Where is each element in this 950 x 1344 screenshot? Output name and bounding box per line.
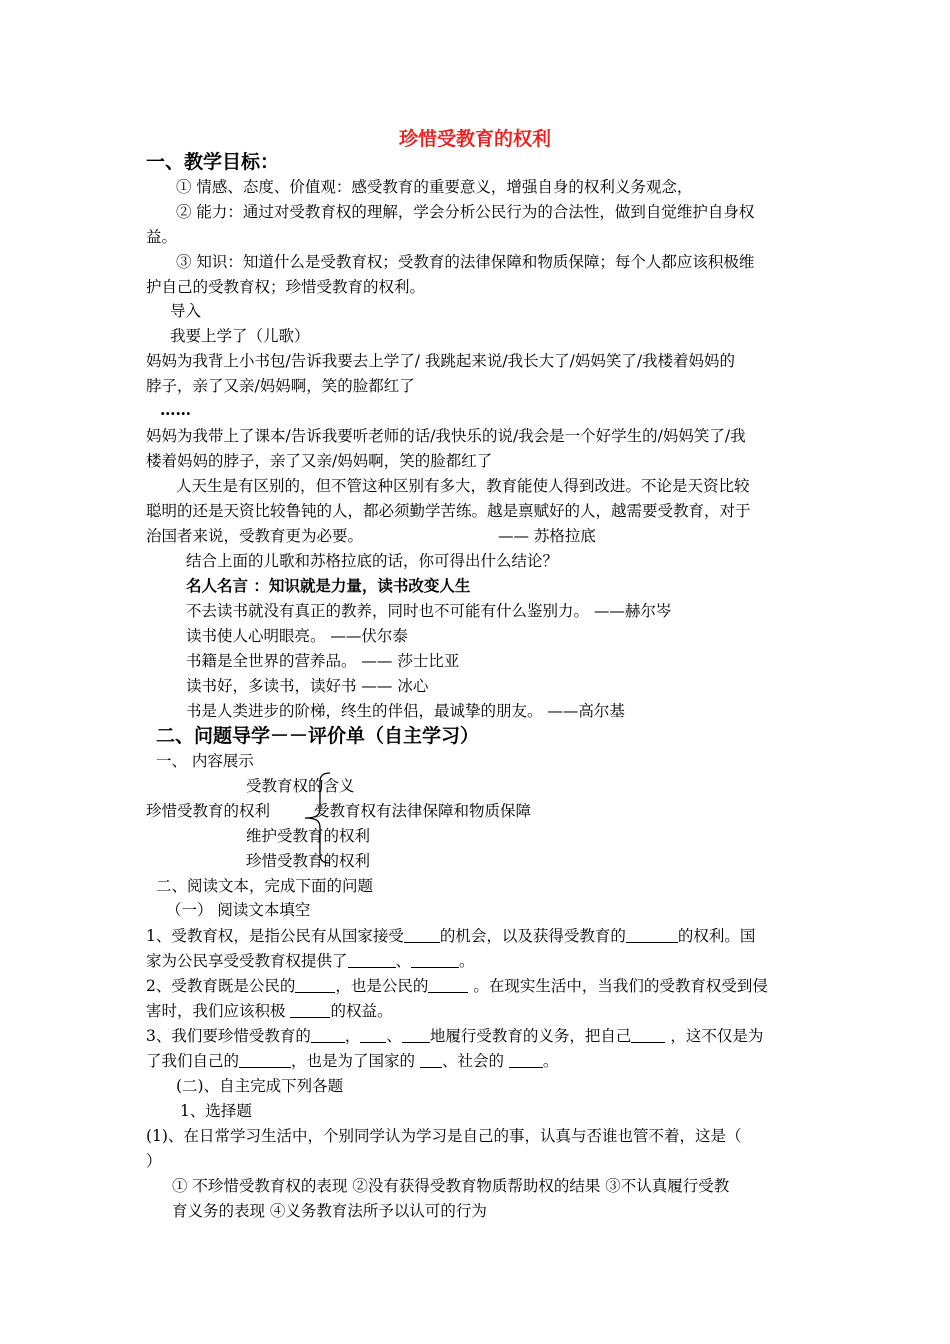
blank bbox=[402, 1028, 430, 1043]
famous-quotes-heading: 名人名言 ：知识就是力量，读书改变人生 bbox=[186, 577, 471, 595]
discussion-question: 结合上面的儿歌和苏格拉底的话，你可得出什么结论？ bbox=[186, 552, 559, 570]
goal-2-line-1: ② 能力：通过对受教育权的理解，学会分析公民行为的合法性，做到自觉维护自身权 bbox=[176, 203, 755, 221]
socrates-quote-line-3: 治国者来说，受教育更为必要。 bbox=[146, 527, 364, 545]
blank bbox=[631, 1028, 665, 1043]
mc-question-1-line-1: (1)、在日常学习生活中，个别同学认为学习是自己的事，认真与否谁也管不着，这是（ bbox=[146, 1127, 742, 1145]
socrates-attribution: —— 苏格拉底 bbox=[498, 527, 596, 545]
brace-icon bbox=[298, 770, 338, 866]
socrates-quote-line-2: 聪明的还是天资比较鲁钝的人，都必须勤学苦练。越是禀赋好的人，越需要受教育，对于 bbox=[146, 502, 751, 520]
blank bbox=[239, 1053, 291, 1068]
question-3-line-1: 3、我们要珍惜受教育的 ， 、 地履行受教育的义务，把自己 ，这不仅是为 bbox=[146, 1027, 764, 1045]
blank bbox=[348, 953, 396, 968]
question-2-line-2: 害时，我们应该积极 的权益。 bbox=[146, 1002, 393, 1020]
quote-1: 不去读书就没有真正的教养，同时也不可能有什么鉴别力。 ——赫尔岑 bbox=[186, 602, 672, 620]
blank bbox=[420, 1053, 442, 1068]
blank bbox=[411, 953, 459, 968]
blank bbox=[428, 978, 468, 993]
tree-item-2: 受教育权有法律保障和物质保障 bbox=[314, 802, 532, 820]
goal-1: ① 情感、态度、价值观：感受教育的重要意义，增强自身的权利义务观念， bbox=[176, 178, 693, 196]
blank bbox=[509, 1053, 543, 1068]
choice-heading: 1、选择题 bbox=[180, 1102, 252, 1120]
song-title: 我要上学了（儿歌） bbox=[170, 327, 310, 345]
tree-root: 珍惜受教育的权利 bbox=[146, 802, 271, 820]
quote-3: 书籍是全世界的营养品。 —— 莎士比亚 bbox=[186, 652, 460, 670]
intro-label: 导入 bbox=[170, 302, 202, 320]
blank bbox=[626, 928, 678, 943]
tree-item-1: 受教育权的含义 bbox=[246, 777, 355, 795]
blank bbox=[360, 1028, 386, 1043]
socrates-quote-line-1: 人天生是有区别的，但不管这种区别有多大，教育能使人得到改进。不论是天资比较 bbox=[176, 477, 750, 495]
question-3-line-2: 了我们自己的 ，也是为了国家的 、社会的 。 bbox=[146, 1052, 559, 1070]
exercise-heading: (二)、自主完成下列各题 bbox=[176, 1077, 344, 1095]
blank bbox=[295, 978, 335, 993]
fill-blank-heading: （一） 阅读文本填空 bbox=[166, 901, 311, 919]
song-verse-1-line-1: 妈妈为我背上小书包/告诉我要去上学了/ 我跳起来说/我长大了/妈妈笑了/我楼着妈妈的 bbox=[146, 352, 736, 370]
quote-2: 读书使人心明眼亮。 ——伏尔泰 bbox=[186, 627, 408, 645]
mc-question-1-line-2: ） bbox=[146, 1152, 162, 1170]
tree-item-4: 珍惜受教育的权利 bbox=[246, 852, 371, 870]
question-2-line-1: 2、受教育既是公民的 ，也是公民的 。在现实生活中，当我们的受教育权受到侵 bbox=[146, 977, 768, 995]
goal-2-line-2: 益。 bbox=[146, 228, 178, 246]
content-display-heading: 一、 内容展示 bbox=[156, 752, 254, 770]
question-1-line-2: 家为公民享受受教育权提供了 、 。 bbox=[146, 952, 475, 970]
song-verse-2-line-2: 楼着妈妈的脖子，亲了又亲/妈妈啊，笑的脸都红了 bbox=[146, 452, 493, 470]
mc-options-line-1: ① 不珍惜受教育权的表现 ②没有获得受教育物质帮助权的结果 ③不认真履行受教 bbox=[172, 1177, 730, 1195]
quote-4: 读书好，多读书，读好书 —— 冰心 bbox=[186, 677, 429, 695]
goal-3-line-1: ③ 知识：知道什么是受教育权；受教育的法律保障和物质保障；每个人都应该积极维 bbox=[176, 253, 755, 271]
quote-5: 书是人类进步的阶梯，终生的伴侣，最诚挚的朋友。 ——高尔基 bbox=[186, 702, 625, 720]
blank bbox=[404, 928, 440, 943]
blank bbox=[311, 1028, 345, 1043]
song-ellipsis: …… bbox=[160, 400, 191, 419]
section-2-heading: 二、问题导学－－评价单（自主学习） bbox=[156, 725, 480, 747]
song-verse-2-line-1: 妈妈为我带上了课本/告诉我要听老师的话/我快乐的说/我会是一个好学生的/妈妈笑了/我 bbox=[146, 427, 746, 445]
blank bbox=[290, 1003, 330, 1018]
goal-3-line-2: 护自己的受教育权；珍惜受教育的权利。 bbox=[146, 278, 426, 296]
mc-options-line-2: 育义务的表现 ④义务教育法所予以认可的行为 bbox=[172, 1202, 487, 1220]
song-verse-1-line-2: 脖子，亲了又亲/妈妈啊，笑的脸都红了 bbox=[146, 377, 415, 395]
tree-item-3: 维护受教育的权利 bbox=[246, 827, 371, 845]
page-title: 珍惜受教育的权利 bbox=[398, 128, 551, 150]
section-1-heading: 一、教学目标： bbox=[146, 151, 280, 173]
reading-heading: 二、阅读文本，完成下面的问题 bbox=[156, 877, 374, 895]
question-1-line-1: 1、受教育权，是指公民有从国家接受 的机会，以及获得受教育的 的权利。国 bbox=[146, 927, 756, 945]
